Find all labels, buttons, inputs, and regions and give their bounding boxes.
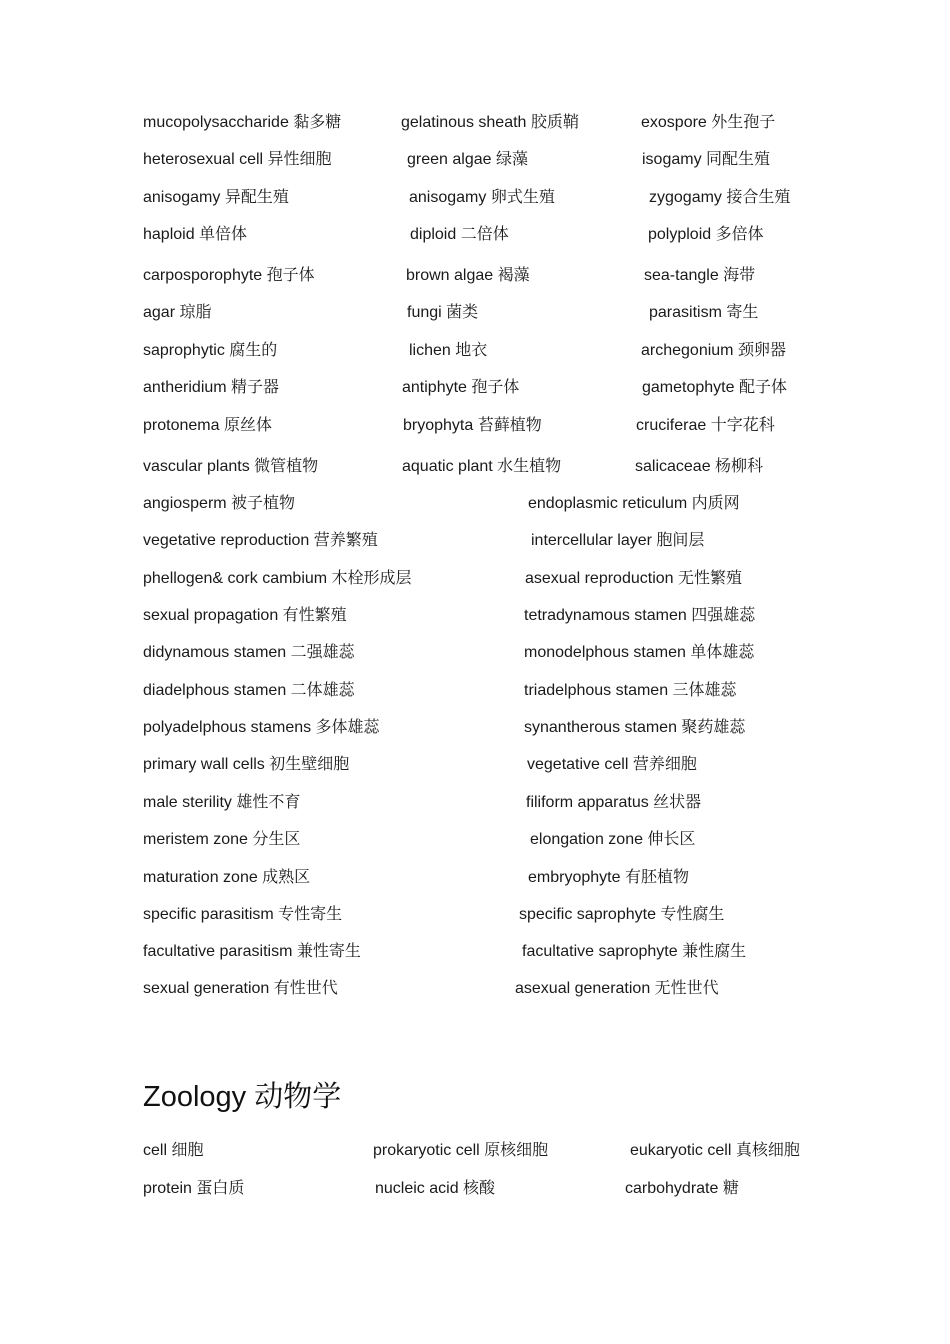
botany-row [0,640,950,666]
term-entry: didynamous stamen 二强雄蕊 [143,644,355,661]
botany-row [0,454,950,480]
term-entry: lichen 地衣 [409,342,488,359]
botany-row [0,678,950,704]
term-entry: saprophytic 腐生的 [143,342,278,359]
term-entry: vegetative cell 营养细胞 [527,756,697,773]
term-entry: elongation zone 伸长区 [530,831,696,848]
botany-row [0,110,950,136]
botany-row [0,939,950,965]
term-entry: polyadelphous stamens 多体雄蕊 [143,719,380,736]
term-entry: eukaryotic cell 真核细胞 [630,1142,800,1159]
botany-row [0,222,950,248]
term-entry: sexual propagation 有性繁殖 [143,607,347,624]
botany-row [0,715,950,741]
term-entry: specific saprophyte 专性腐生 [519,906,725,923]
term-entry: intercellular layer 胞间层 [531,532,705,549]
term-entry: male sterility 雄性不育 [143,794,301,811]
botany-row [0,300,950,326]
term-entry: diadelphous stamen 二体雄蕊 [143,682,355,699]
term-entry: sea-tangle 海带 [644,267,756,284]
zoology-row [0,1138,950,1164]
term-entry: antiphyte 孢子体 [402,379,520,396]
term-entry: protein 蛋白质 [143,1180,245,1197]
term-entry: synantherous stamen 聚药雄蕊 [524,719,746,736]
term-entry: heterosexual cell 异性细胞 [143,151,332,168]
term-entry: carposporophyte 孢子体 [143,267,315,284]
botany-row [0,375,950,401]
term-entry: endoplasmic reticulum 内质网 [528,495,740,512]
botany-row [0,827,950,853]
botany-row [0,185,950,211]
term-entry: brown algae 褐藻 [406,267,530,284]
term-entry: sexual generation 有性世代 [143,980,338,997]
term-entry: embryophyte 有胚植物 [528,869,689,886]
zoology-row [0,1176,950,1202]
term-entry: antheridium 精子器 [143,379,280,396]
term-entry: archegonium 颈卵器 [641,342,786,359]
term-entry: isogamy 同配生殖 [642,151,771,168]
term-entry: specific parasitism 专性寄生 [143,906,343,923]
term-entry: meristem zone 分生区 [143,831,301,848]
botany-row [0,976,950,1002]
botany-row [0,752,950,778]
term-entry: cruciferae 十字花科 [636,417,775,434]
botany-row [0,902,950,928]
term-entry: polyploid 多倍体 [648,226,764,243]
term-entry: filiform apparatus 丝状器 [526,794,702,811]
term-entry: anisogamy 卵式生殖 [409,189,555,206]
term-entry: mucopolysaccharide 黏多糖 [143,114,342,131]
section-heading-zoology: Zoology 动物学 [143,1081,342,1113]
term-entry: exospore 外生孢子 [641,114,776,131]
botany-row [0,603,950,629]
term-entry: tetradynamous stamen 四强雄蕊 [524,607,756,624]
term-entry: anisogamy 异配生殖 [143,189,289,206]
botany-row [0,147,950,173]
term-entry: gametophyte 配子体 [642,379,787,396]
term-entry: diploid 二倍体 [410,226,509,243]
term-entry: vegetative reproduction 营养繁殖 [143,532,378,549]
term-entry: maturation zone 成熟区 [143,869,311,886]
term-entry: gelatinous sheath 胶质鞘 [401,114,579,131]
botany-row [0,491,950,517]
term-entry: prokaryotic cell 原核细胞 [373,1142,549,1159]
term-entry: aquatic plant 水生植物 [402,458,562,475]
term-entry: nucleic acid 核酸 [375,1180,496,1197]
term-entry: facultative parasitism 兼性寄生 [143,943,361,960]
term-entry: cell 细胞 [143,1142,204,1159]
botany-row [0,566,950,592]
term-entry: agar 琼脂 [143,304,212,321]
term-entry: salicaceae 杨柳科 [635,458,764,475]
botany-row [0,528,950,554]
term-entry: bryophyta 苔藓植物 [403,417,542,434]
term-entry: monodelphous stamen 单体雄蕊 [524,644,755,661]
term-entry: carbohydrate 糖 [625,1180,739,1197]
term-entry: protonema 原丝体 [143,417,272,434]
term-entry: primary wall cells 初生壁细胞 [143,756,350,773]
term-entry: parasitism 寄生 [649,304,759,321]
term-entry: phellogen& cork cambium 木栓形成层 [143,570,412,587]
botany-row [0,865,950,891]
botany-row [0,413,950,439]
term-entry: asexual generation 无性世代 [515,980,719,997]
term-entry: fungi 菌类 [407,304,479,321]
term-entry: asexual reproduction 无性繁殖 [525,570,742,587]
term-entry: facultative saprophyte 兼性腐生 [522,943,747,960]
term-entry: zygogamy 接合生殖 [649,189,791,206]
term-entry: vascular plants 微管植物 [143,458,319,475]
botany-row [0,790,950,816]
term-entry: angiosperm 被子植物 [143,495,296,512]
botany-row [0,338,950,364]
botany-row [0,263,950,289]
term-entry: haploid 单倍体 [143,226,248,243]
term-entry: triadelphous stamen 三体雄蕊 [524,682,737,699]
term-entry: green algae 绿藻 [407,151,528,168]
